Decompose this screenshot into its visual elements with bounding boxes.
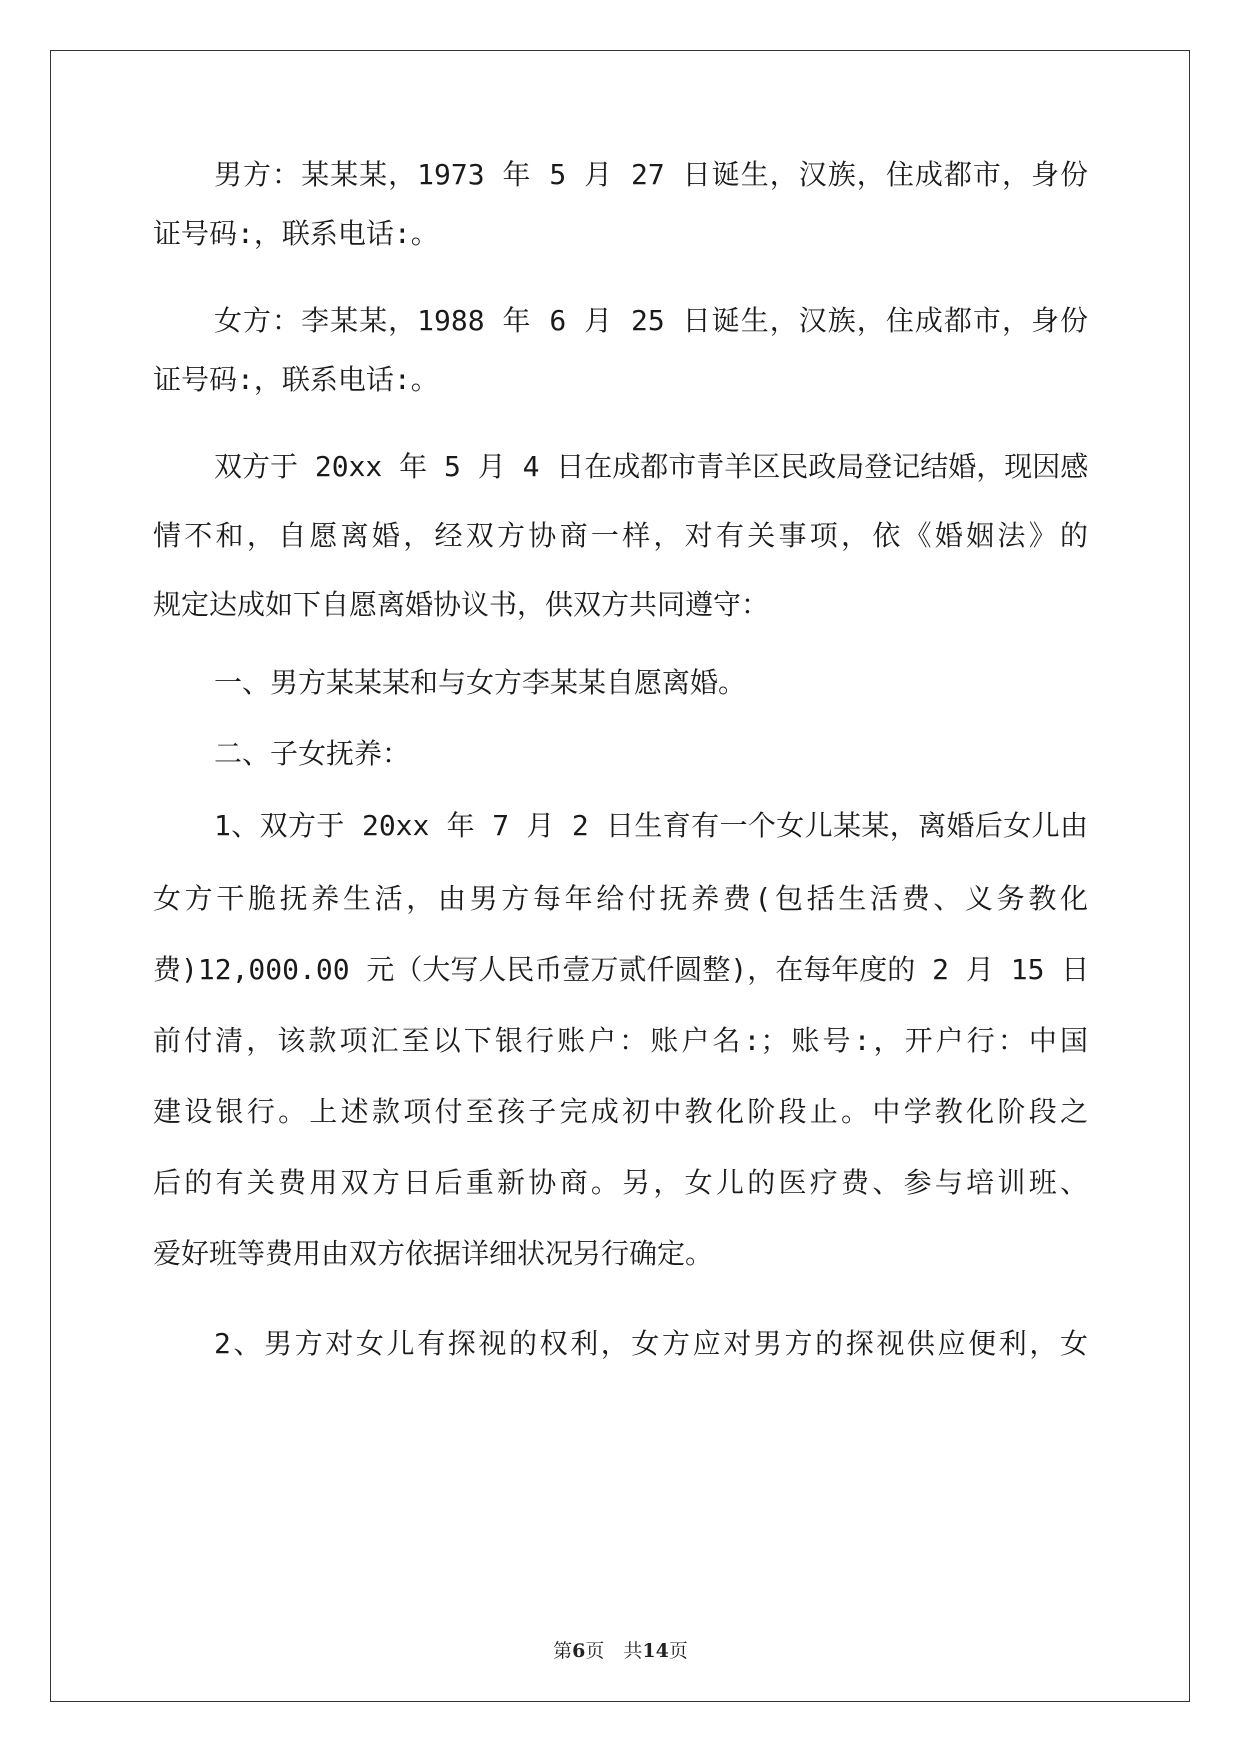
text-line: 费)12,000.00 元（大写人民币壹万贰仟圆整)，在每年度的 2 月 15 日 [153, 953, 1090, 986]
text-line: 男方：某某某，1973 年 5 月 27 日诞生，汉族，住成都市，身份 [214, 158, 1088, 191]
total-page-count: 14 [642, 1640, 669, 1662]
text-line: 爱好班等费用由双方依据详细状况另行确定。 [153, 1237, 714, 1270]
text-line: 二、子女抚养： [214, 737, 411, 770]
text-line: 女方：李某某，1988 年 6 月 25 日诞生，汉族，住成都市，身份 [214, 304, 1088, 337]
text-line: 前付清，该款项汇至以下银行账户：账户名:；账号:，开户行：中国 [153, 1024, 1088, 1057]
text-line: 证号码:，联系电话:。 [153, 217, 439, 250]
text-line: 情不和，自愿离婚，经双方协商一样，对有关事项，依《婚姻法》的 [153, 519, 1088, 552]
page-footer [0, 1636, 1241, 1663]
text-line: 规定达成如下自愿离婚协议书，供双方共同遵守： [153, 588, 770, 621]
text-line: 一、男方某某某和与女方李某某自愿离婚。 [214, 666, 747, 699]
text-line: 双方于 20xx 年 5 月 4 日在成都市青羊区民政局登记结婚，现因感 [214, 450, 1089, 483]
text-line: 后的有关费用双方日后重新协商。另，女儿的医疗费、参与培训班、 [153, 1166, 1088, 1199]
text-line: 女方干脆抚养生活，由男方每年给付抚养费(包括生活费、义务教化 [153, 882, 1088, 915]
text-line: 证号码:，联系电话:。 [153, 363, 439, 396]
page-border [50, 50, 1190, 1702]
current-page-number: 6 [572, 1640, 586, 1662]
text-line: 2、男方对女儿有探视的权利，女方应对男方的探视供应便利，女 [214, 1327, 1088, 1360]
footer-prefix: 第 [553, 1640, 573, 1662]
footer-mid: 页 共 [585, 1640, 643, 1662]
footer-suffix: 页 [668, 1640, 688, 1662]
text-line: 1、双方于 20xx 年 7 月 2 日生育有一个女儿某某，离婚后女儿由 [214, 809, 1088, 842]
text-line: 建设银行。上述款项付至孩子完成初中教化阶段止。中学教化阶段之 [153, 1095, 1088, 1128]
